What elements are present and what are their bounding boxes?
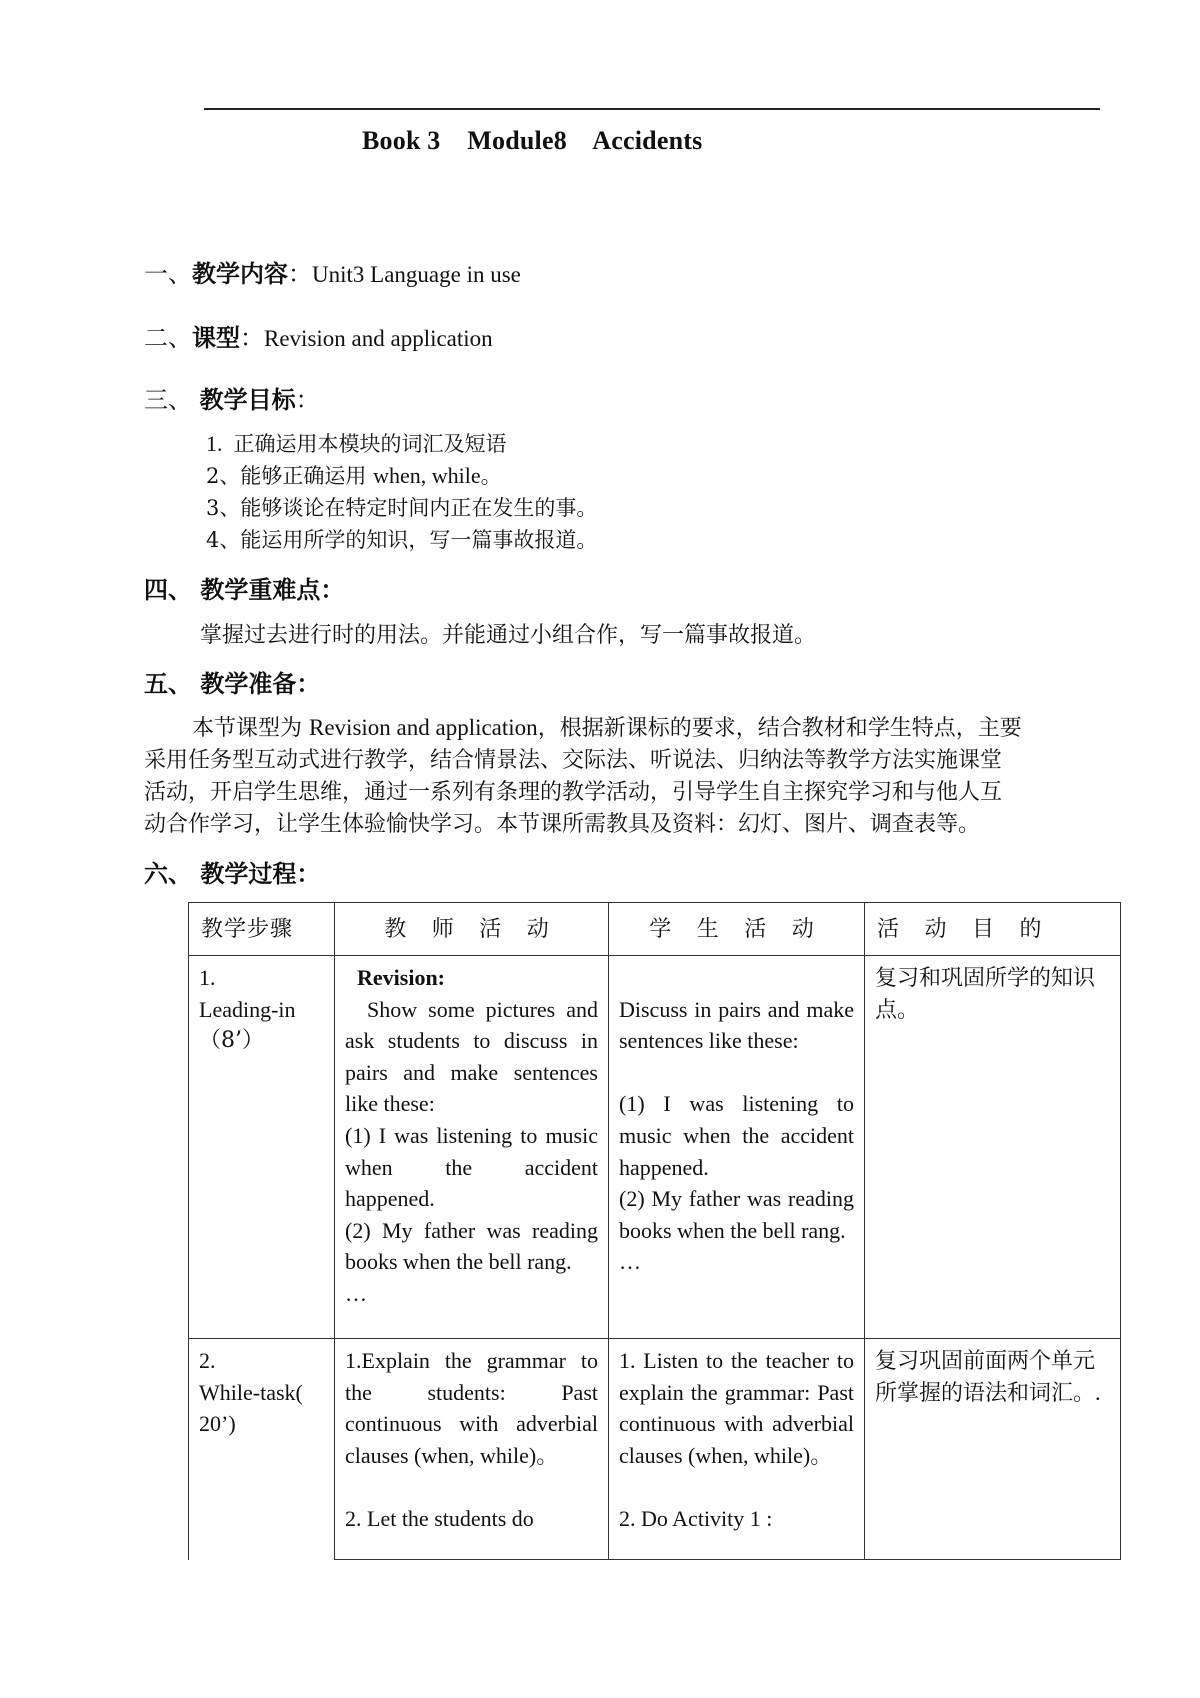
section-process: 六、 教学过程： <box>144 859 321 888</box>
paragraph-line: 活动，开启学生思维，通过一系列有条理的教学活动，引导学生自主探究学习和与他人互 <box>144 780 1003 805</box>
section-value: Revision and application <box>264 326 493 351</box>
step-cell: 2. While-task( 20’) <box>189 1339 335 1560</box>
objective-item: 4、能运用所学的知识，写一篇事故报道。 <box>206 528 598 552</box>
header-teacher: 教 师 活 动 <box>335 903 609 956</box>
section-label: 教学准备 <box>200 669 297 698</box>
section-label: 教学重难点 <box>200 575 321 604</box>
section-number: 二、 <box>144 324 192 352</box>
objective-item: 3、能够谈论在特定时间内正在发生的事。 <box>206 496 598 520</box>
key-points-text: 掌握过去进行时的用法。并能通过小组合作，写一篇事故报道。 <box>200 623 817 648</box>
header-rule <box>204 108 1100 110</box>
section-number: 五、 <box>144 669 201 698</box>
table-row <box>189 1339 1121 1560</box>
section-content: 一、教学内容：Unit3 Language in use <box>144 259 521 288</box>
section-label: 课型 <box>192 323 240 352</box>
table-row <box>189 956 1121 1339</box>
section-objectives: 三、 教学目标： <box>144 385 320 414</box>
student-cell: Discuss in pairs and make sentences like these: (1) I was listening to music when the accident happened. (2) My father was reading books when the bell rang. … <box>609 956 865 1339</box>
objective-item: 1. 正确运用本模块的词汇及短语 <box>206 431 507 456</box>
paragraph-line: 动合作学习，让学生体验愉快学习。本节课所需教具及资料：幻灯、图片、调查表等。 <box>144 812 981 837</box>
section-number: 三、 <box>144 386 200 414</box>
section-number: 四、 <box>144 575 201 604</box>
objective-item: 2、能够正确运用 when, while。 <box>206 463 502 488</box>
section-label: 教学过程 <box>200 859 297 888</box>
header-step: 教学步骤 <box>189 903 335 956</box>
teacher-cell: 1.Explain the grammar to the students: Past continuous with adverbial clauses (when, while)。 2. Let the students do <box>335 1339 609 1560</box>
process-table <box>188 902 1121 1560</box>
paragraph-line: 本节课型为 Revision and application，根据新课标的要求，结合教材和学生特点，主要 <box>192 715 1022 741</box>
purpose-cell: 复习和巩固所学的知识点。 <box>865 956 1121 1339</box>
paragraph-line: 采用任务型互动式进行教学，结合情景法、交际法、听说法、归纳法等教学方法实施课堂 <box>144 748 1003 773</box>
section-label: 教学目标 <box>199 385 296 414</box>
student-cell: 1. Listen to the teacher to explain the grammar: Past continuous with adverbial clauses (when, while)。 2. Do Activity 1 : <box>609 1339 865 1560</box>
purpose-cell: 复习巩固前面两个单元所掌握的语法和词汇。. <box>865 1339 1121 1560</box>
preparation-paragraph <box>144 712 1096 841</box>
section-value: Unit3 Language in use <box>312 262 521 287</box>
section-type: 二、课型：Revision and application <box>144 323 493 352</box>
step-cell: 1. Leading-in （8’） <box>189 956 335 1339</box>
header-purpose: 活 动 目 的 <box>865 903 1121 956</box>
teacher-cell: Revision: Show some pictures and ask students to discuss in pairs and make sentences like these: (1) I was listening to music when the accident happened. (2) My father was reading books when the bell rang. … <box>335 956 609 1339</box>
table-header-row <box>189 903 1121 956</box>
document-title: Book 3 Module8 Accidents <box>362 126 703 155</box>
section-number: 一、 <box>144 260 192 288</box>
header-student: 学 生 活 动 <box>609 903 865 956</box>
section-preparation: 五、 教学准备： <box>144 669 321 698</box>
teacher-title: Revision: <box>357 965 445 990</box>
section-key-points: 四、 教学重难点： <box>144 575 345 604</box>
section-number: 六、 <box>144 859 201 888</box>
section-label: 教学内容 <box>192 259 288 288</box>
